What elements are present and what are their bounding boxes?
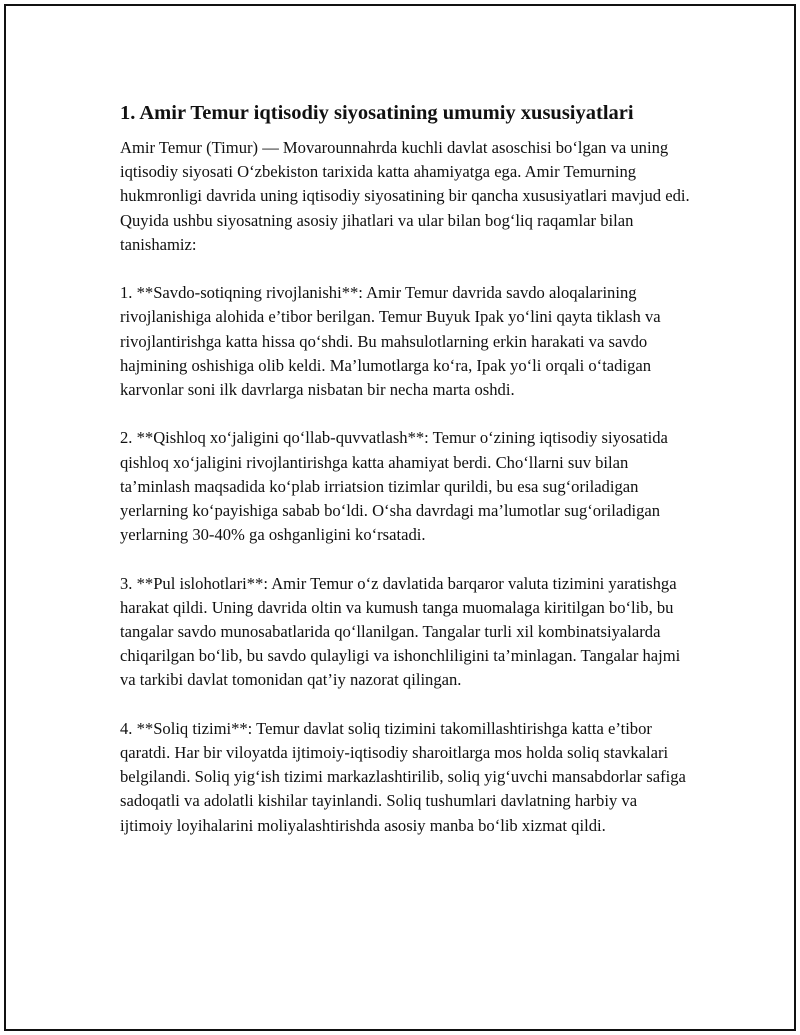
document-body	[120, 100, 690, 862]
paragraph-agriculture: 2. **Qishloq xo‘jaligini qo‘llab-quvvatlash**: Temur o‘zining iqtisodiy siyosatida qishloq xo‘jaligini rivojlantirishga katta ahamiyat berdi. Cho‘llarni suv bilan ta’minlash maqsadida ko‘plab irriatsion tizimlar qurildi, bu esa sug‘oriladigan yerlarning ko‘payishiga sabab bo‘ldi. O‘sha davrdagi ma’lumotlar sug‘oriladigan yerlarning 30-40% ga oshganligini ko‘rsatadi.	[120, 428, 668, 545]
paragraph-currency: 3. **Pul islohotlari**: Amir Temur o‘z davlatida barqaror valuta tizimini yaratishga harakat qildi. Uning davrida oltin va kumush tanga muomalaga kiritilgan bo‘lib, bu tangalar savdo munosabatlarida qo‘llanilgan. Tangalar turli xil kombinatsiyalarda chiqarilgan bo‘lib, bu savdo qulayligi va ishonchliligini ta’minlagan. Tangalar hajmi va tarkibi davlat tomonidan qat’iy nazorat qilingan.	[120, 573, 681, 690]
paragraph-trade: 1. **Savdo-sotiqning rivojlanishi**: Amir Temur davrida savdo aloqalarining rivojlanishiga alohida e’tibor berilgan. Temur Buyuk Ipak yo‘lini qayta tiklash va rivojlantirishga katta hissa qo‘shdi. Bu mahsulotlarning erkin harakati va savdo hajmining oshishiga olib keldi. Ma’lumotlarga ko‘ra, Ipak yo‘li orqali o‘tadigan karvonlar soni ilk davrlarga nisbatan bir necha marta oshdi.	[120, 283, 661, 400]
page-frame	[4, 4, 796, 1031]
section-heading: 1. Amir Temur iqtisodiy siyosatining umumiy xususiyatlari	[120, 102, 634, 124]
paragraph-tax: 4. **Soliq tizimi**: Temur davlat soliq tizimini takomillashtirishga katta e’tibor qaratdi. Har bir viloyatda ijtimoiy-iqtisodiy sharoitlarga mos holda soliq stavkalari belgilandi. Soliq yig‘ish tizimi markazlashtirilib, soliq yig‘uvchi mansabdorlar safiga sadoqatli va adolatli kishilar tayinlandi. Soliq tushumlari davlatning harbiy va ijtimoiy loyihalarini moliyalashtirishda asosiy manba bo‘lib xizmat qildi.	[120, 718, 686, 835]
paragraph-intro: Amir Temur (Timur) — Movarounnahrda kuchli davlat asoschisi bo‘lgan va uning iqtisodiy siyosati O‘zbekiston tarixida katta ahamiyatga ega. Amir Temurning hukmronligi davrida uning iqtisodiy siyosatining bir qancha xususiyatlari mavjud edi. Quyida ushbu siyosatning asosiy jihatlari va ular bilan bog‘liq raqamlar bilan tanishamiz:	[120, 138, 690, 254]
